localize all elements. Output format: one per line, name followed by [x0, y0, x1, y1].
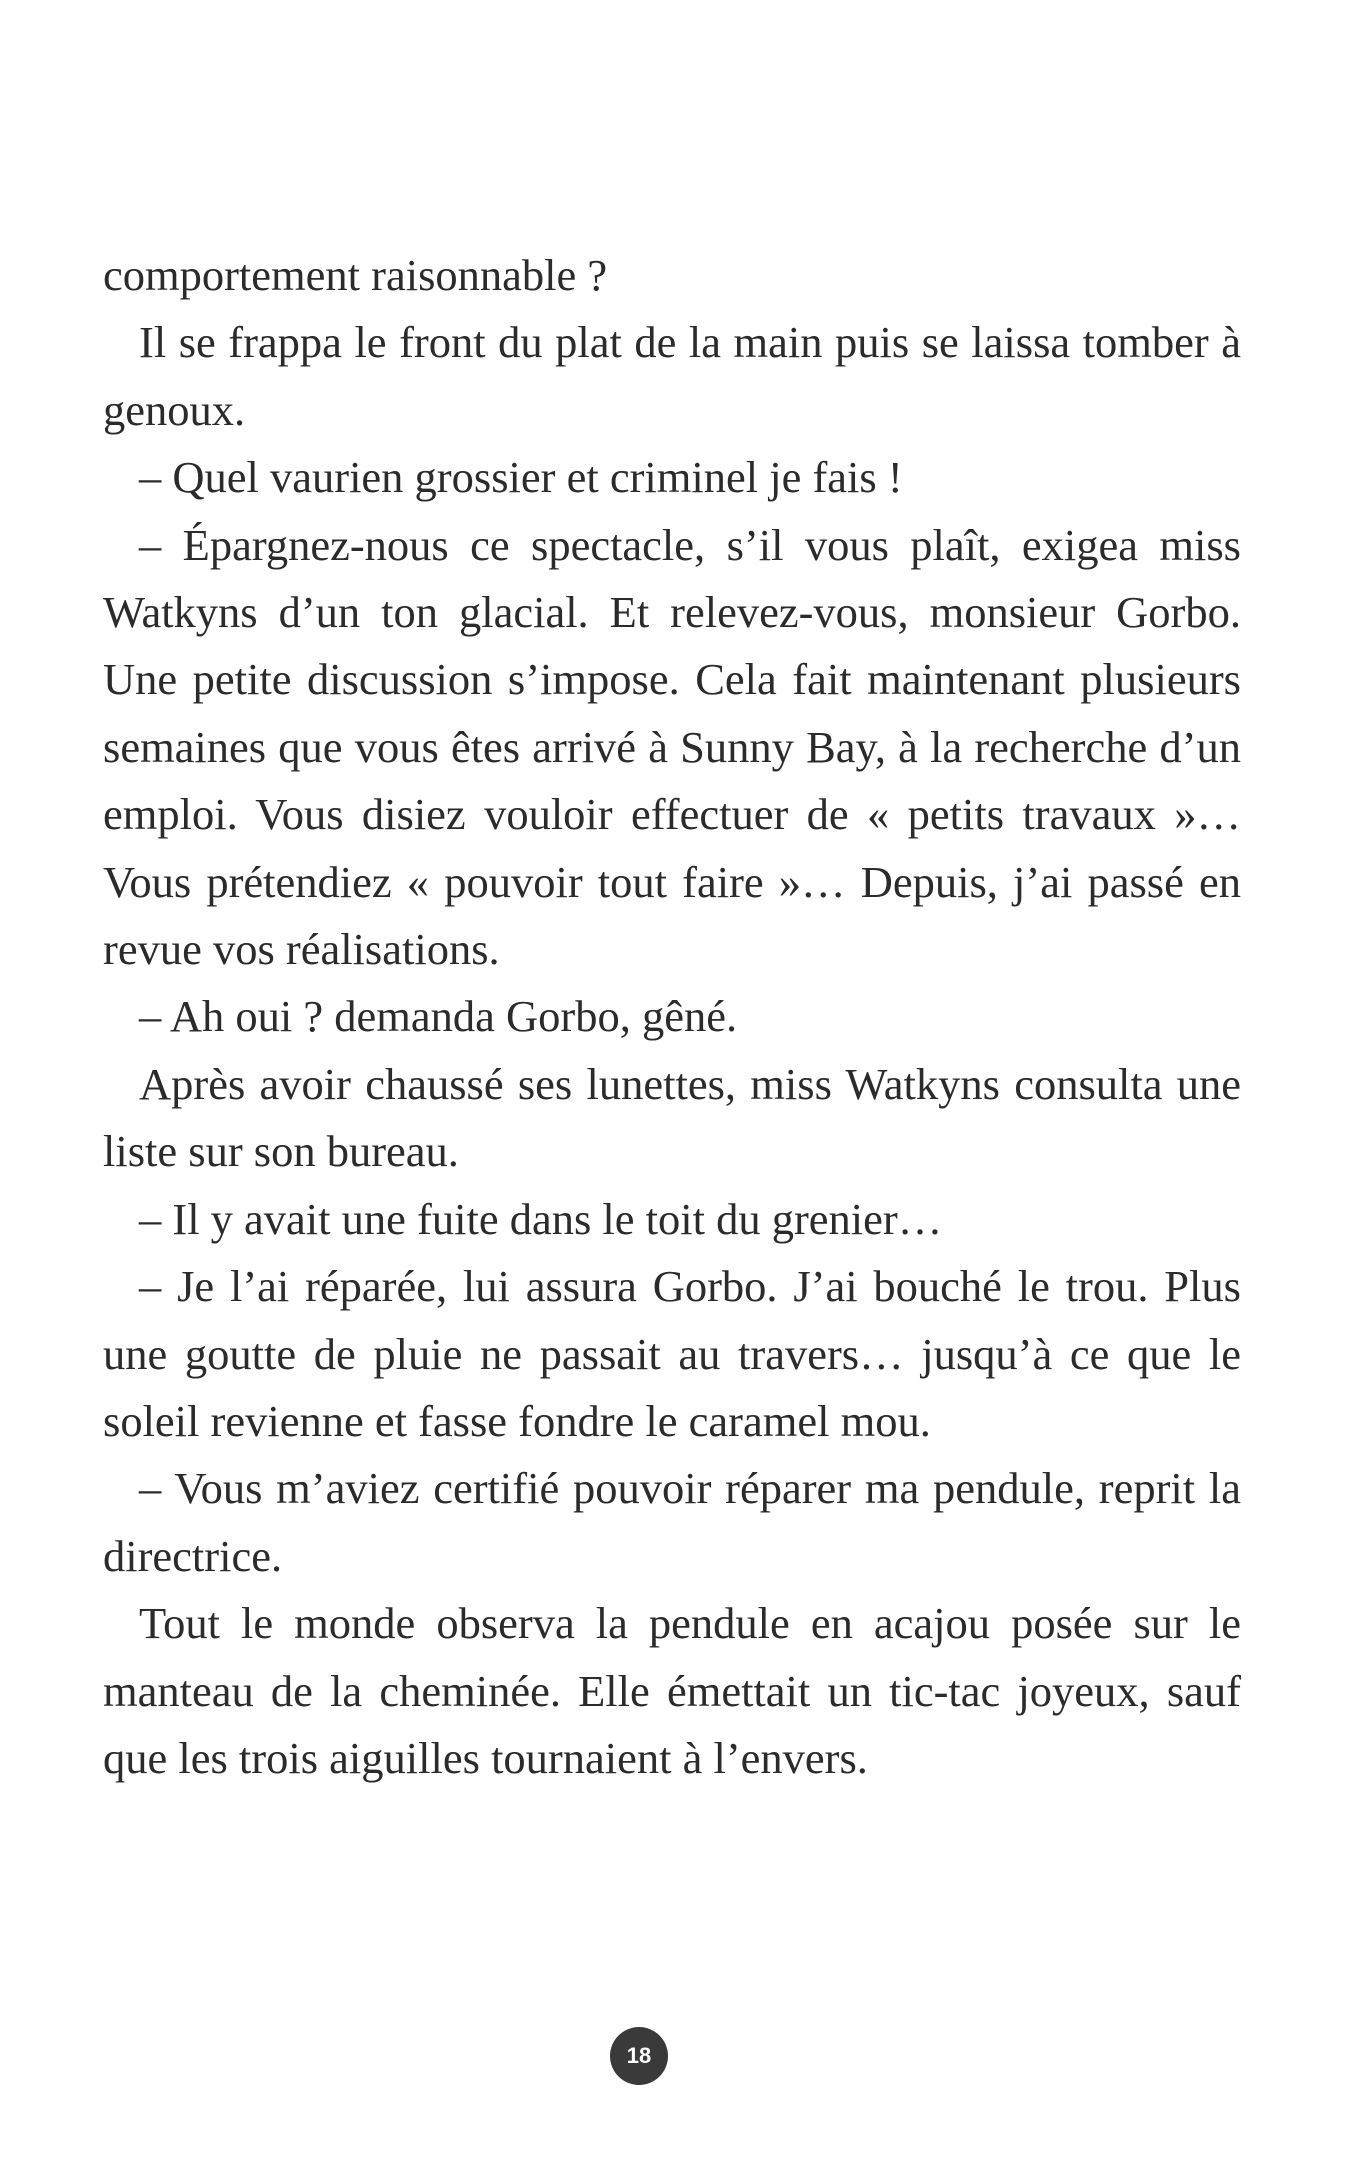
- paragraph-7: – Il y avait une fuite dans le toit du grenier…: [139, 1193, 943, 1244]
- page-number-badge: 18: [610, 2027, 668, 2085]
- paragraph-10: Tout le monde observa la pendule en acajou posée sur le manteau de la cheminée. Elle émettait un tic-tac joyeux, sauf que les trois aiguilles tournaient à l’envers.: [103, 1598, 1241, 1783]
- body-text: [103, 242, 1241, 1792]
- paragraph-1: comportement raisonnable ?: [103, 250, 608, 300]
- paragraph-9: – Vous m’aviez certifié pouvoir réparer ma pendule, reprit la directrice.: [103, 1463, 1241, 1581]
- paragraph-4: – Épargnez-nous ce spectacle, s’il vous plaît, exigea miss Watkyns d’un ton glacial. Et relevez-vous, monsieur Gorbo. Une petite discussion s’impose. Cela fait maintenant plusieurs semaines que vous êtes arrivé à Sunny Bay, à la recherche d’un emploi. Vous disiez vouloir effectuer de « petits travaux »… Vous prétendiez « pouvoir tout faire »… Depuis, j’ai passé en revue vos réalisations.: [103, 519, 1241, 975]
- paragraph-8: – Je l’ai réparée, lui assura Gorbo. J’ai bouché le trou. Plus une goutte de pluie ne passait au travers… jusqu’à ce que le soleil revienne et fasse fondre le caramel mou.: [103, 1261, 1241, 1446]
- paragraph-5: – Ah oui ? demanda Gorbo, gêné.: [139, 991, 738, 1042]
- paragraph-2: Il se frappa le front du plat de la main puis se laissa tomber à genoux.: [103, 317, 1241, 435]
- paragraph-6: Après avoir chaussé ses lunettes, miss Watkyns consulta une liste sur son bureau.: [103, 1058, 1241, 1177]
- paragraph-3: – Quel vaurien grossier et criminel je fais !: [139, 452, 903, 503]
